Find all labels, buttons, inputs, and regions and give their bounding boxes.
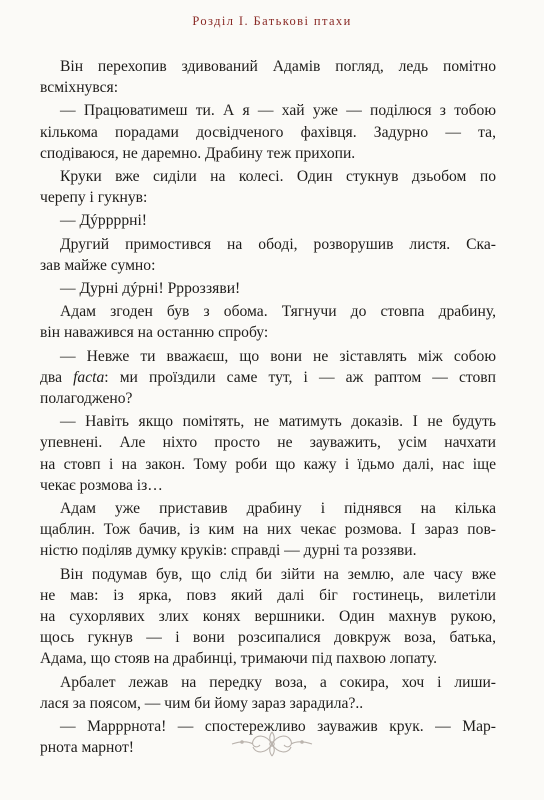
text-line: Він перехопив здивований Адамів погляд, ледь помітно: [60, 58, 496, 75]
text-line: кількома порадами досвідченого фахівця. Задурно — та,: [40, 123, 496, 141]
text-line: на сухорлявих злих конях вершники. Один махнув рукою,: [40, 608, 496, 626]
paragraph: [40, 301, 496, 343]
text-line: ністю поділяв думку круків: справді — дурні та роззяви.: [40, 542, 417, 560]
text-line: Круки вже сиділи на колесі. Один стукнув дзьобом по: [60, 168, 496, 186]
text-line: — Навіть якщо помітять, не матимуть доказів. І не будуть: [60, 413, 496, 431]
text-line: Адама, що стояв на драбинці, тримаючи під пахвою лопату.: [40, 650, 438, 668]
text-line: Адам уже приставив драбину і піднявся на кілька: [60, 500, 496, 518]
paragraph: [40, 166, 496, 208]
text-line: — Невже ти вважаєш, що вони не зіставлять між собою: [60, 347, 496, 365]
text-line: Адам згоден був з обома. Тягнучи до стовпа драбину,: [60, 303, 496, 321]
text-line: — Працюватимеш ти. А я — хай уже — поділюся з тобою: [60, 102, 496, 120]
paragraph: [40, 100, 496, 164]
paragraph: [40, 234, 496, 276]
text-line: два facta: ми проїздили саме тут, і — аж раптом — стовп: [40, 368, 496, 386]
text-line: на стовп і на закон. Тому роби що кажу і їдьмо далі, нас іще: [40, 455, 496, 473]
text-line: упевнені. Але ніхто просто не зауважить, усім начхати: [40, 434, 496, 452]
text-line: зав майже сумно:: [40, 256, 156, 274]
text-line: щаблин. Тож бачив, із ким на них чекає розмова. І зараз пов-: [40, 521, 496, 539]
paragraph: [40, 672, 496, 714]
text-line: полагоджено?: [40, 390, 133, 408]
text-line: щось гукнув — і вони розсипалися довкруж воза, батька,: [40, 629, 496, 647]
floral-vignette-icon: [226, 726, 318, 762]
text-line: Другий примостився на ободі, розворушив листя. Ска-: [60, 235, 496, 253]
text-line: чекає розмова із…: [40, 476, 163, 494]
paragraph: [40, 278, 496, 299]
paragraph: [40, 210, 496, 231]
text-line: сподіваюся, не даремно. Драбину теж прихопи.: [40, 144, 356, 162]
text-line: рнота марнот!: [40, 739, 134, 757]
running-head: Розділ I. Батькові птахи: [192, 14, 352, 28]
text-line: не мав: із ярка, повз який далі біг гостинець, вилетіли: [40, 586, 496, 604]
text-line: — Дýррррні!: [60, 212, 147, 230]
paragraph: [40, 411, 496, 496]
text-line: він наважився на останню спробу:: [40, 324, 269, 342]
paragraph: [40, 346, 496, 410]
text-line: лася за поясом, — чим би йому зараз зарадила?..: [40, 694, 364, 712]
text-line: всміхнувся:: [40, 79, 119, 97]
text-line: Він подумав був, що слід би зійти на землю, але часу вже: [60, 565, 496, 583]
text-line: — Марррнота! — спостережливо зауважив крук. — Мар-: [60, 718, 496, 736]
text-line: — Дурні дýрні! Ррроззяви!: [60, 280, 241, 298]
paragraph: [40, 564, 496, 670]
text-line: черепу і гукнув:: [40, 189, 148, 207]
paragraph: [40, 498, 496, 562]
paragraph: [40, 56, 496, 98]
text-line: Арбалет лежав на передку воза, а сокира, хоч і лиши-: [60, 673, 496, 691]
body-text: [40, 56, 496, 761]
